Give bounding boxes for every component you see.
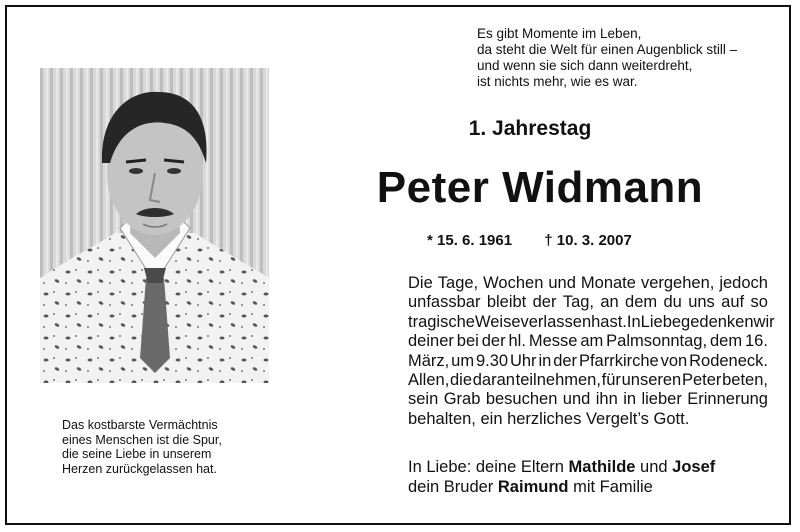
memorial-text — [408, 274, 775, 429]
death-date: † 10. 3. 2007 — [544, 232, 632, 249]
word: Tage, — [437, 274, 479, 292]
word: hl. — [508, 332, 526, 351]
top-quote-line: und wenn sie sich dann weiterdreht, — [477, 58, 693, 73]
word: verlassen — [520, 312, 592, 331]
word: die — [449, 371, 473, 390]
memorial-line — [408, 293, 768, 312]
word: wir — [753, 312, 775, 331]
mother-name: Mathilde — [568, 458, 636, 476]
word: Messe — [528, 332, 578, 351]
word: uns — [688, 293, 715, 312]
word: Grab — [443, 390, 481, 409]
word: 16. — [745, 332, 768, 351]
word: Monate — [580, 274, 636, 292]
word: daran — [472, 371, 515, 390]
word: auf — [721, 293, 745, 312]
word: jedoch — [719, 274, 768, 292]
word: in — [538, 351, 552, 370]
bottom-quote-line: Das kostbarste Vermächtnis — [62, 418, 218, 432]
bottom-quote-line: die seine Liebe in unserem — [62, 447, 212, 461]
memorial-line — [408, 352, 768, 371]
word: Rodeneck. — [689, 351, 768, 370]
memorial-line — [408, 371, 768, 390]
memorial-line — [408, 332, 768, 351]
word: der — [532, 293, 557, 312]
memorial-line — [408, 410, 768, 429]
word: Allen, — [408, 371, 450, 390]
word: an — [600, 293, 619, 312]
word: deiner — [408, 332, 454, 351]
word: hast. — [591, 312, 627, 331]
word: unseren — [621, 371, 682, 390]
word: und — [548, 274, 576, 292]
word: dem — [625, 293, 658, 312]
bottom-quote — [62, 418, 222, 476]
word: 9.30 — [475, 351, 509, 370]
portrait-photo — [40, 68, 269, 383]
word: März, — [408, 351, 450, 370]
bottom-quote-line: Herzen zurückgelassen hat. — [62, 461, 217, 476]
word: in — [623, 390, 637, 409]
birth-date: * 15. 6. 1961 — [427, 232, 513, 249]
top-quote-line: ist nichts mehr, wie es war. — [477, 74, 638, 89]
word: unfassbar — [408, 293, 481, 312]
word: Die — [408, 274, 433, 292]
word: so — [750, 293, 768, 312]
word: dem — [709, 332, 743, 351]
signature-text: dein Bruder — [408, 478, 498, 496]
word: behalten, ein herzliches Vergelt’s Gott. — [408, 409, 690, 428]
deceased-name: Peter Widmann — [376, 163, 704, 212]
word: beten, — [722, 371, 768, 390]
word: besuchen — [485, 390, 558, 409]
word: Palmsonntag, — [606, 332, 708, 351]
word: der — [481, 332, 506, 351]
signature-line-parents — [408, 457, 715, 477]
word: Peter — [681, 371, 722, 390]
word: von — [660, 351, 688, 370]
word: teilnehmen, — [515, 371, 601, 390]
bottom-quote-line: eines Menschen ist die Spur, — [62, 432, 222, 447]
word: für — [601, 371, 621, 390]
father-name: Josef — [672, 458, 716, 476]
word: Tag, — [562, 293, 594, 312]
memorial-line — [408, 390, 768, 409]
top-quote — [477, 26, 777, 90]
word: um — [451, 351, 475, 370]
brother-name: Raimund — [497, 478, 569, 496]
word: Uhr — [509, 351, 537, 370]
word: Pfarrkirche — [578, 351, 659, 370]
signature-text: und — [635, 458, 673, 476]
word: bei — [456, 332, 479, 351]
top-quote-line: da steht die Welt für einen Augenblick still – — [477, 42, 738, 57]
word: tragische — [408, 312, 475, 331]
family-signature — [408, 457, 715, 497]
memorial-line — [408, 274, 768, 293]
word: bleibt — [486, 293, 527, 312]
memorial-line — [408, 312, 775, 332]
word: der — [553, 351, 578, 370]
signature-text: mit Familie — [568, 478, 653, 496]
life-dates — [427, 232, 632, 249]
word: am — [580, 332, 604, 351]
word: Liebe — [640, 312, 682, 331]
word: Weise — [474, 312, 521, 331]
word: und — [562, 390, 591, 409]
word: vergehen, — [640, 274, 715, 292]
word: ihn — [595, 390, 618, 409]
word: Wochen — [483, 274, 544, 292]
word: lieber — [641, 390, 682, 409]
word: Erinnerung — [687, 390, 768, 409]
signature-text: In Liebe: deine Eltern — [408, 458, 569, 476]
word: du — [663, 293, 682, 312]
top-quote-line: Es gibt Momente im Leben, — [477, 26, 642, 41]
word: sein — [408, 390, 439, 409]
anniversary-heading: 1. Jahrestag — [468, 117, 592, 140]
signature-line-brother — [408, 477, 715, 497]
word: In — [626, 312, 641, 331]
word: gedenken — [681, 312, 754, 331]
